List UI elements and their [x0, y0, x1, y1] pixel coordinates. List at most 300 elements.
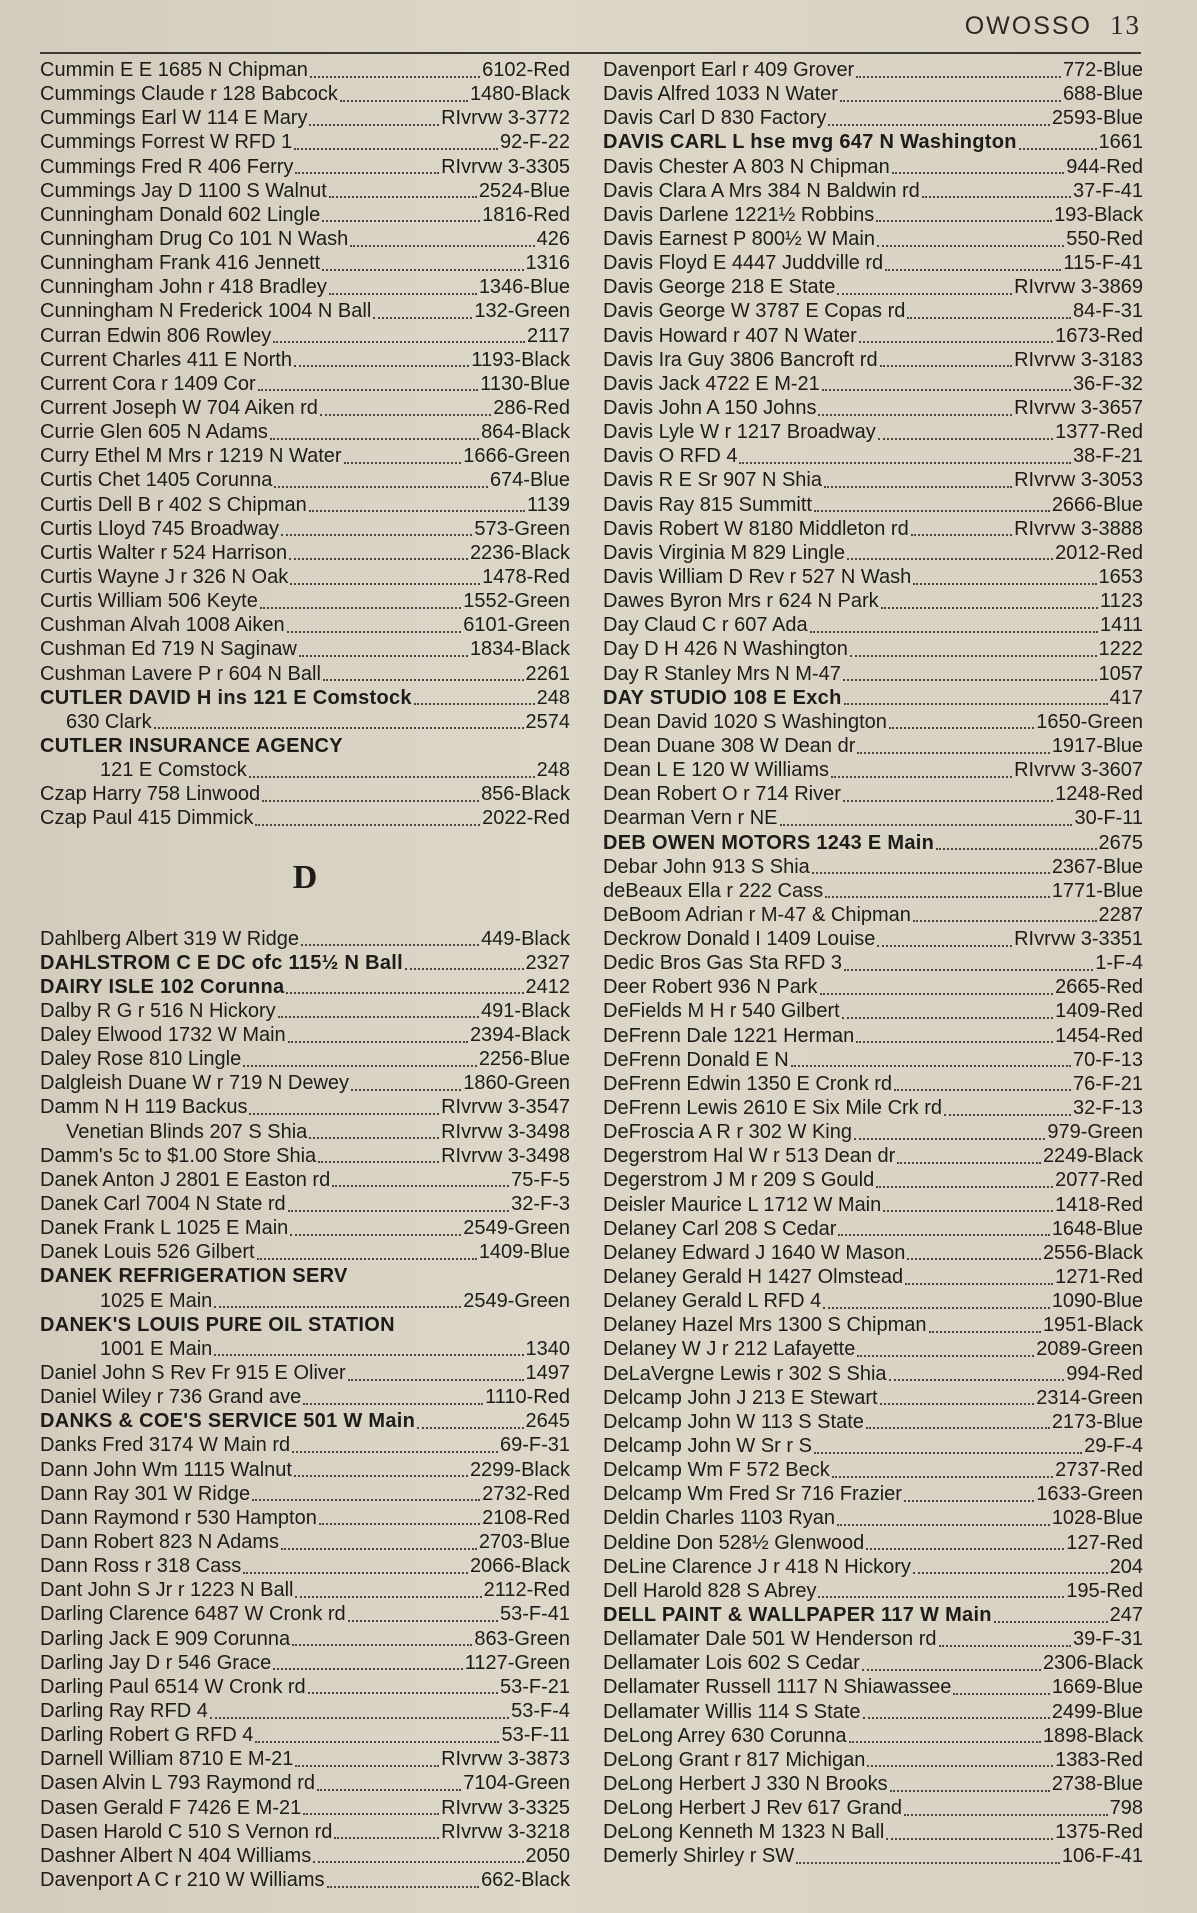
listing-name: Deisler Maurice L 1712 W Main	[603, 1193, 882, 1216]
listing-row	[603, 324, 1143, 348]
listing-phone: 662-Black	[481, 1868, 570, 1891]
listing-row	[603, 637, 1143, 661]
listing-row	[603, 758, 1143, 782]
listing-phone: 1653	[1098, 565, 1143, 588]
listing-row	[40, 686, 570, 710]
listing-phone: RIvrvw 3-3218	[441, 1820, 570, 1843]
listing-name: Daniel Wiley r 736 Grand ave	[40, 1386, 302, 1409]
listing-phone: 1271-Red	[1055, 1266, 1143, 1289]
listing-phone: 36-F-32	[1072, 372, 1143, 395]
listing-name: Dean Robert O r 714 River	[603, 783, 841, 806]
listing-name: DeLong Arrey 630 Corunna	[603, 1724, 847, 1747]
listing-row	[40, 1554, 570, 1578]
leader-dots	[255, 1740, 499, 1743]
listing-row	[40, 1602, 570, 1626]
listing-row	[40, 348, 570, 372]
listing-name: DeFrenn Donald E N	[603, 1048, 789, 1071]
leader-dots	[953, 1692, 1050, 1695]
listing-row	[603, 1265, 1143, 1289]
left-bottom-listings	[40, 927, 570, 1893]
leader-dots	[825, 895, 1050, 898]
listing-phone: 193-Black	[1054, 203, 1143, 226]
listing-row	[603, 565, 1143, 589]
leader-dots	[859, 340, 1053, 343]
listing-phone: 32-F-3	[511, 1193, 570, 1216]
listing-name: Currie Glen 605 N Adams	[40, 421, 268, 444]
leader-dots	[905, 1282, 1053, 1285]
leader-dots	[889, 726, 1034, 729]
listing-name: Curtis Walter r 524 Harrison	[40, 541, 288, 564]
leader-dots	[319, 1522, 480, 1525]
listing-phone: 2738-Blue	[1051, 1772, 1143, 1795]
leader-dots	[308, 1691, 498, 1694]
leader-dots	[907, 316, 1071, 319]
listing-phone: 1130-Blue	[480, 372, 570, 395]
listing-phone: 1375-Red	[1055, 1821, 1143, 1844]
listing-name: Curry Ethel M Mrs r 1219 N Water	[40, 445, 342, 468]
listing-phone: RIvrvw 3-3888	[1014, 517, 1143, 540]
listing-name: DANKS & COE'S SERVICE 501 W Main	[40, 1410, 416, 1433]
listing-name: Current Cora r 1409 Cor	[40, 372, 256, 395]
leader-dots	[274, 485, 488, 488]
leader-dots	[911, 533, 1012, 536]
listing-name: Davis Lyle W r 1217 Broadway	[603, 421, 876, 444]
listing-row	[40, 420, 570, 444]
listing-row	[40, 637, 570, 661]
listing-row	[40, 1168, 570, 1192]
leader-dots	[904, 1813, 1108, 1816]
leader-dots	[877, 944, 1012, 947]
listing-row	[40, 710, 570, 734]
listing-phone: 6102-Red	[482, 59, 570, 81]
leader-dots	[944, 1113, 1071, 1116]
leader-dots	[303, 1812, 439, 1815]
listing-phone: 2703-Blue	[478, 1531, 570, 1554]
listing-name: Dann Ross r 318 Cass	[40, 1555, 242, 1578]
listing-name: DEB OWEN MOTORS 1243 E Main	[603, 831, 935, 854]
listing-name: Cummings Claude r 128 Babcock	[40, 83, 338, 106]
leader-dots	[290, 1233, 461, 1236]
listing-name: Davis John A 150 Johns	[603, 396, 817, 419]
listing-row	[603, 1555, 1143, 1579]
listing-name: Davis Darlene 1221½ Robbins	[603, 203, 875, 226]
listing-name: Delcamp Wm F 572 Beck	[603, 1459, 830, 1482]
listing-phone: 1648-Blue	[1051, 1217, 1143, 1240]
page-header	[965, 10, 1141, 41]
listing-row	[40, 758, 570, 782]
leader-dots	[939, 1644, 1071, 1647]
leader-dots	[780, 823, 1073, 826]
listing-phone: 195-Red	[1066, 1579, 1143, 1602]
listing-phone: 248	[536, 686, 570, 709]
leader-dots	[936, 847, 1096, 850]
leader-dots	[867, 1764, 1053, 1767]
leader-dots	[210, 1716, 509, 1719]
listing-name: Degerstrom Hal W r 513 Dean dr	[603, 1145, 896, 1168]
listing-phone: 2549-Green	[463, 1289, 570, 1312]
listing-row	[603, 106, 1143, 130]
listing-phone: 1552-Green	[463, 590, 570, 613]
listing-row	[40, 299, 570, 323]
listing-name: CUTLER INSURANCE AGENCY	[40, 734, 343, 757]
listing-name: Davis Clara A Mrs 384 N Baldwin rd	[603, 179, 920, 202]
leader-dots	[329, 195, 477, 198]
listing-name: Deer Robert 936 N Park	[603, 976, 818, 999]
listing-name: Davis Ira Guy 3806 Bancroft rd	[603, 348, 878, 371]
listing-phone: 2089-Green	[1036, 1338, 1143, 1361]
listing-name: Delaney Gerald L RFD 4	[603, 1290, 822, 1313]
listing-name: Darnell William 8710 E M-21	[40, 1748, 294, 1771]
listing-row	[40, 493, 570, 517]
leader-dots	[344, 461, 462, 464]
listing-name: Cummings Earl W 114 E Mary	[40, 107, 308, 130]
listing-row	[40, 951, 570, 975]
listing-name: Curtis Chet 1405 Corunna	[40, 469, 273, 492]
leader-dots	[832, 1475, 1053, 1478]
listing-row	[40, 1796, 570, 1820]
listing-row	[40, 1482, 570, 1506]
listing-row	[40, 662, 570, 686]
listing-phone: 204	[1109, 1555, 1143, 1578]
listing-phone: 798	[1109, 1797, 1143, 1820]
listing-name: Davis Earnest P 800½ W Main	[603, 227, 875, 250]
listing-phone: 1669-Blue	[1051, 1676, 1143, 1699]
leader-dots	[878, 437, 1053, 440]
leader-dots	[294, 1474, 468, 1477]
listing-row	[603, 1603, 1143, 1627]
listing-row	[603, 541, 1143, 565]
listing-row	[603, 1796, 1143, 1820]
listing-row	[603, 1458, 1143, 1482]
listing-phone: 1917-Blue	[1051, 734, 1143, 757]
leader-dots	[842, 1016, 1053, 1019]
listing-row	[603, 251, 1143, 275]
listing-phone: 944-Red	[1066, 155, 1143, 178]
listing-name: 1001 E Main	[100, 1337, 213, 1360]
listing-row	[40, 1723, 570, 1747]
listing-row	[40, 1047, 570, 1071]
leader-dots	[249, 1112, 439, 1115]
listing-phone: 2732-Red	[482, 1482, 570, 1505]
leader-dots	[876, 219, 1052, 222]
listing-phone: 29-F-4	[1084, 1435, 1143, 1458]
listing-row	[603, 734, 1143, 758]
listing-row	[603, 1120, 1143, 1144]
listing-phone: 2256-Blue	[478, 1048, 570, 1071]
listing-row	[603, 1386, 1143, 1410]
listing-row	[603, 806, 1143, 830]
listing-name: DAVIS CARL L hse mvg 647 N Washington	[603, 131, 1017, 154]
leader-dots	[273, 340, 525, 343]
leader-dots	[327, 1885, 480, 1888]
leader-dots	[322, 219, 480, 222]
leader-dots	[862, 1668, 1041, 1671]
leader-dots	[405, 967, 524, 970]
listing-name: Cushman Lavere P r 604 N Ball	[40, 662, 321, 685]
listing-row	[40, 927, 570, 951]
listing-row	[603, 662, 1143, 686]
listing-phone: 2556-Black	[1042, 1241, 1143, 1264]
listing-row	[603, 1675, 1143, 1699]
listing-row	[603, 1193, 1143, 1217]
leader-dots	[345, 752, 568, 753]
listing-phone: 2645	[525, 1410, 570, 1433]
listing-name: Deckrow Donald I 1409 Louise	[603, 928, 876, 951]
listing-phone: 674-Blue	[489, 469, 570, 492]
leader-dots	[913, 1571, 1108, 1574]
listing-row	[603, 1482, 1143, 1506]
leader-dots	[922, 195, 1071, 198]
listing-phone: 688-Blue	[1062, 83, 1143, 106]
leader-dots	[810, 630, 1098, 633]
listing-name: DAY STUDIO 108 E Exch	[603, 686, 842, 709]
listing-row	[603, 372, 1143, 396]
leader-dots	[348, 1619, 498, 1622]
listing-phone: 7104-Green	[463, 1772, 570, 1795]
leader-dots	[837, 292, 1012, 295]
listing-phone: 39-F-31	[1072, 1628, 1143, 1651]
listing-row	[603, 1844, 1143, 1868]
listing-row	[40, 613, 570, 637]
listing-phone: RIvrvw 3-3873	[441, 1748, 570, 1771]
leader-dots	[883, 1209, 1053, 1212]
listing-row	[40, 275, 570, 299]
listing-name: Danek Anton J 2801 E Easton rd	[40, 1168, 331, 1191]
listing-phone: 1346-Blue	[478, 276, 570, 299]
listing-name: Dann Raymond r 530 Hampton	[40, 1506, 317, 1529]
leader-dots	[303, 1402, 483, 1405]
leader-dots	[866, 1426, 1050, 1429]
listing-row	[40, 1506, 570, 1530]
listing-row	[603, 1337, 1143, 1361]
listing-row	[40, 1458, 570, 1482]
listing-name: Delaney Hazel Mrs 1300 S Chipman	[603, 1314, 927, 1337]
listing-phone: 2574	[525, 710, 570, 733]
listing-name: Dasen Alvin L 793 Raymond rd	[40, 1772, 315, 1795]
listing-name: Danek Carl 7004 N State rd	[40, 1193, 286, 1216]
section-letter: D	[292, 859, 318, 897]
leader-dots	[791, 1064, 1071, 1067]
listing-phone: 2665-Red	[1055, 976, 1143, 999]
listing-name: Dellamater Russell 1117 N Shiawassee	[603, 1676, 952, 1699]
leader-dots	[739, 461, 1071, 464]
listing-name: Daley Rose 810 Lingle	[40, 1048, 242, 1071]
leader-dots	[913, 582, 1096, 585]
listing-name: Delcamp John W 113 S State	[603, 1410, 864, 1433]
listing-row	[603, 468, 1143, 492]
listing-phone: 1-F-4	[1095, 952, 1143, 975]
listing-row	[40, 1530, 570, 1554]
listing-row	[40, 1820, 570, 1844]
listing-name: Dearman Vern r NE	[603, 807, 778, 830]
leader-dots	[320, 413, 491, 416]
listing-row	[603, 613, 1143, 637]
listing-phone: 1409-Blue	[478, 1241, 570, 1264]
leader-dots	[258, 388, 479, 391]
listing-phone: 573-Green	[474, 517, 570, 540]
listing-row	[603, 1072, 1143, 1096]
listing-phone: 2108-Red	[482, 1506, 570, 1529]
leader-dots	[323, 678, 524, 681]
leader-dots	[288, 1209, 509, 1212]
leader-dots	[856, 1040, 1053, 1043]
listing-phone: 106-F-41	[1061, 1845, 1143, 1868]
listing-phone: 53-F-21	[499, 1675, 570, 1698]
listing-row	[603, 831, 1143, 855]
listing-name: Dant John S Jr r 1223 N Ball	[40, 1579, 294, 1602]
listing-row	[40, 734, 570, 758]
listing-row	[40, 1771, 570, 1795]
listing-name: 630 Clark	[66, 710, 152, 733]
listing-name: Darling Clarence 6487 W Cronk rd	[40, 1603, 346, 1626]
listing-row	[40, 251, 570, 275]
listing-row	[40, 1385, 570, 1409]
leader-dots	[350, 1282, 568, 1283]
listing-phone: 2066-Black	[469, 1555, 570, 1578]
listing-name: Davis Floyd E 4447 Juddville rd	[603, 252, 884, 275]
leader-dots	[318, 1160, 439, 1163]
city-name: OWOSSO	[964, 12, 1092, 40]
listing-row	[603, 420, 1143, 444]
leader-dots	[818, 413, 1012, 416]
listing-row	[603, 82, 1143, 106]
leader-dots	[854, 1137, 1045, 1140]
leader-dots	[260, 606, 461, 609]
listing-phone: 248	[536, 759, 570, 782]
listing-name: Cunningham John r 418 Bradley	[40, 276, 327, 299]
leader-dots	[414, 702, 535, 705]
listing-row	[603, 903, 1143, 927]
leader-dots	[317, 1788, 461, 1791]
leader-dots	[287, 630, 462, 633]
right-column	[603, 58, 1143, 1869]
listing-name: Davis Ray 815 Summitt	[603, 493, 812, 516]
listing-phone: 2012-Red	[1055, 541, 1143, 564]
listing-row	[40, 1095, 570, 1119]
listing-name: DANEK REFRIGERATION SERV	[40, 1265, 348, 1288]
listing-name: DAHLSTROM C E DC ofc 115½ N Ball	[40, 951, 403, 974]
listing-row	[40, 372, 570, 396]
listing-phone: RIvrvw 3-3657	[1014, 396, 1143, 419]
leader-dots	[876, 1185, 1053, 1188]
leader-dots	[257, 1257, 477, 1260]
listing-phone: 1383-Red	[1055, 1748, 1143, 1771]
listing-phone: 2173-Blue	[1051, 1410, 1143, 1433]
listing-name: Cummings Jay D 1100 S Walnut	[40, 179, 327, 202]
listing-name: Davis Virginia M 829 Lingle	[603, 541, 845, 564]
listing-name: DeLong Grant r 817 Michigan	[603, 1748, 866, 1771]
listing-row	[40, 106, 570, 130]
listing-phone: 1057	[1098, 662, 1143, 685]
listing-phone: 70-F-13	[1072, 1048, 1143, 1071]
listing-phone: 1139	[526, 493, 570, 516]
listing-name: Current Joseph W 704 Aiken rd	[40, 396, 318, 419]
listing-name: Delaney Edward J 1640 W Mason	[603, 1241, 906, 1264]
listing-row	[603, 1313, 1143, 1337]
listing-row	[40, 468, 570, 492]
leader-dots	[270, 437, 479, 440]
listing-phone: 92-F-22	[499, 131, 570, 154]
listing-row	[603, 275, 1143, 299]
listing-name: Dellamater Lois 602 S Cedar	[603, 1652, 860, 1675]
leader-dots	[332, 1184, 509, 1187]
leader-dots	[796, 1861, 1060, 1864]
listing-name: DeFroscia A R r 302 W King	[603, 1121, 852, 1144]
listing-row	[40, 396, 570, 420]
listing-name: Dawes Byron Mrs r 624 N Park	[603, 590, 879, 613]
listing-row	[603, 227, 1143, 251]
listing-phone: 75-F-5	[511, 1168, 570, 1191]
listing-name: DeLine Clarence J r 418 N Hickory	[603, 1555, 911, 1578]
listing-name: Dedic Bros Gas Sta RFD 3	[603, 952, 842, 975]
listing-name: Venetian Blinds 207 S Shia	[66, 1120, 308, 1143]
leader-dots	[309, 509, 525, 512]
leader-dots	[154, 726, 524, 729]
listing-name: Delaney Gerald H 1427 Olmstead	[603, 1266, 904, 1289]
listing-name: Darling Robert G RFD 4	[40, 1724, 254, 1747]
listing-name: Darling Paul 6514 W Cronk rd	[40, 1675, 306, 1698]
listing-row	[40, 1264, 570, 1288]
leader-dots	[299, 654, 468, 657]
listing-name: Czap Harry 758 Linwood	[40, 783, 261, 806]
leader-dots	[417, 1426, 523, 1429]
listing-name: Delcamp Wm Fred Sr 716 Frazier	[603, 1483, 902, 1506]
listing-phone: 1834-Black	[469, 638, 570, 661]
listing-phone: 127-Red	[1066, 1531, 1143, 1554]
listing-name: Davis Howard r 407 N Water	[603, 324, 857, 347]
leader-dots	[929, 1330, 1041, 1333]
listing-row	[40, 227, 570, 251]
listing-name: Dann Robert 823 N Adams	[40, 1531, 280, 1554]
listing-row	[40, 1699, 570, 1723]
listing-phone: 1898-Black	[1042, 1724, 1143, 1747]
leader-dots	[292, 1450, 498, 1453]
listing-phone: 30-F-11	[1074, 807, 1143, 830]
listing-phone: 864-Black	[481, 421, 570, 444]
leader-dots	[294, 147, 498, 150]
leader-dots	[897, 1161, 1041, 1164]
listing-row	[40, 444, 570, 468]
listing-phone: 2112-Red	[483, 1579, 570, 1602]
listing-name: Dann Ray 301 W Ridge	[40, 1482, 251, 1505]
listing-row	[603, 1024, 1143, 1048]
leader-dots	[301, 943, 479, 946]
listing-phone: 1418-Red	[1055, 1193, 1143, 1216]
listing-name: Deldine Don 528½ Glenwood	[603, 1531, 865, 1554]
leader-dots	[847, 557, 1053, 560]
listing-name: Damm N H 119 Backus	[40, 1096, 248, 1119]
listing-row	[40, 782, 570, 806]
listing-row	[603, 1168, 1143, 1192]
listing-row	[603, 1627, 1143, 1651]
listing-row	[40, 130, 570, 154]
listing-phone: RIvrvw 3-3305	[441, 155, 570, 178]
listing-phone: 6101-Green	[463, 614, 570, 637]
listing-phone: 2327	[525, 951, 570, 974]
listing-row	[40, 1313, 570, 1337]
leader-dots	[866, 1547, 1064, 1550]
listing-row	[40, 806, 570, 830]
leader-dots	[295, 1595, 481, 1598]
leader-dots	[278, 1015, 479, 1018]
leader-dots	[322, 268, 523, 271]
listing-phone: 53-F-11	[501, 1724, 570, 1747]
listing-name: DANEK'S LOUIS PURE OIL STATION	[40, 1313, 395, 1336]
listing-name: Cunningham N Frederick 1004 N Ball	[40, 300, 372, 323]
listing-phone: RIvrvw 3-3325	[441, 1796, 570, 1819]
leader-dots	[890, 1789, 1050, 1792]
page-number: 13	[1110, 10, 1141, 40]
